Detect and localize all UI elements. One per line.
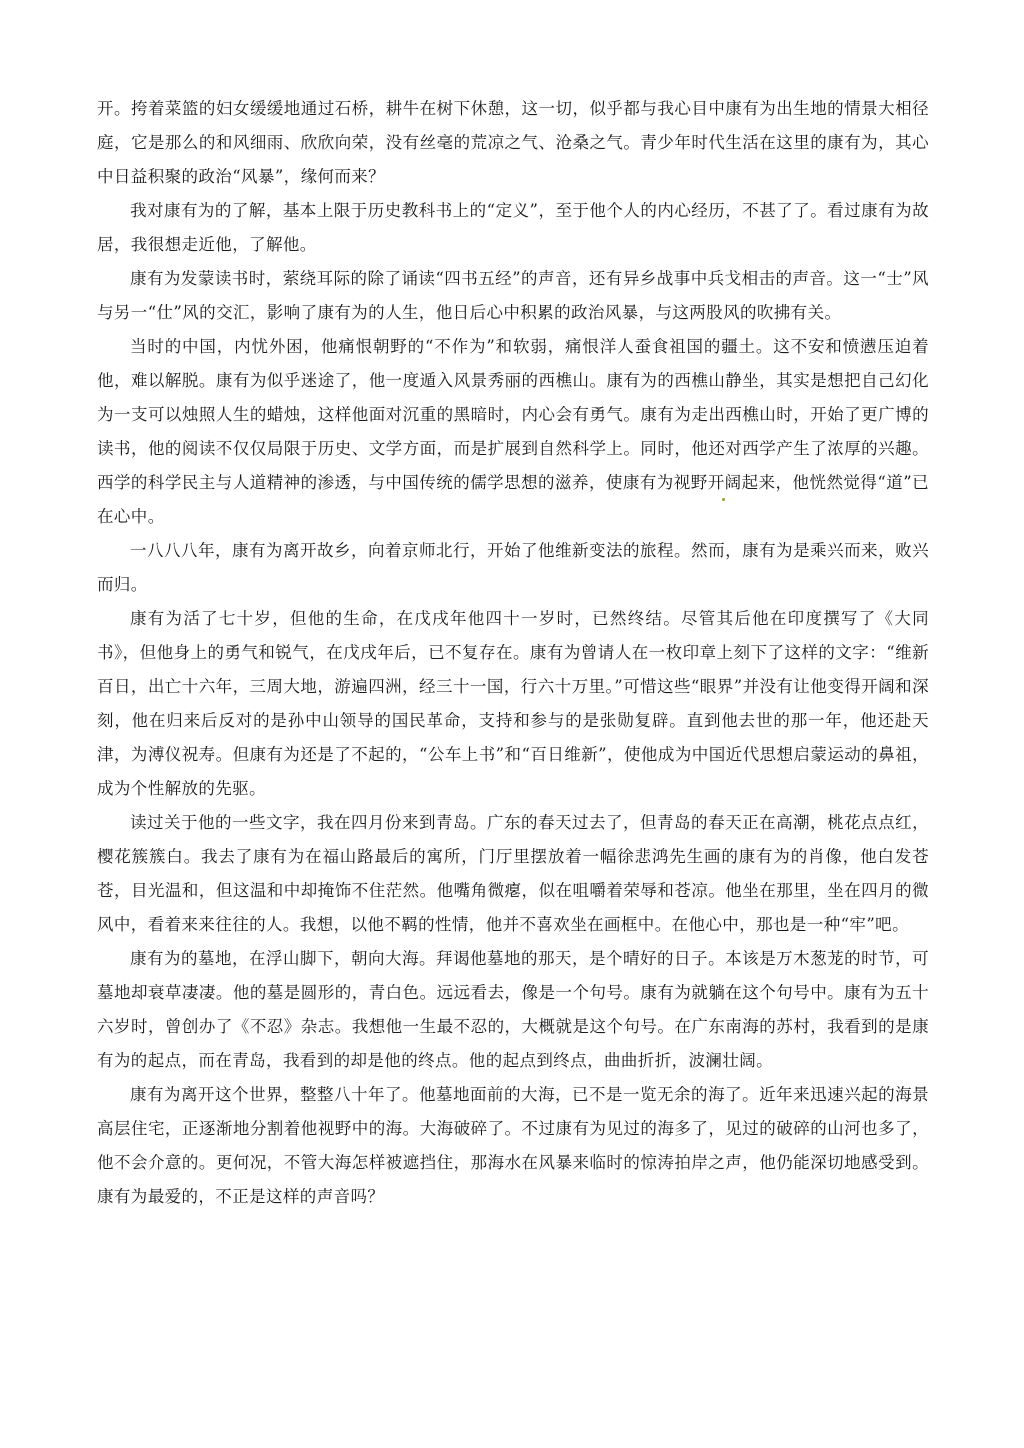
- paragraph: 康有为的墓地，在浮山脚下，朝向大海。拜谒他墓地的那天，是个晴好的日子。本该是万木葱茏的时节，可墓地却衰草凄凄。他的墓是圆形的，青白色。远远看去，像是一个句号。康有为就躺在这个句号中。康有为五十六岁时，曾创办了《不忍》杂志。我想他一生最不忍的，大概就是这个句号。在广东南海的苏村，我看到的是康有为的起点，而在青岛，我看到的却是他的终点。他的起点到终点，曲曲折折，波澜壮阔。: [97, 949, 929, 1070]
- paragraph: 我对康有为的了解，基本上限于历史教科书上的“定义”，至于他个人的内心经历，不甚了了。看过康有为故居，我很想走近他，了解他。: [97, 201, 929, 254]
- paragraph: 一八八八年，康有为离开故乡，向着京师北行，开始了他维新变法的旅程。然而，康有为是乘兴而来，败兴而归。: [97, 541, 929, 594]
- paragraph: 康有为发蒙读书时，萦绕耳际的除了诵读“四书五经”的声音，还有异乡战事中兵戈相击的声音。这一“士”风与另一“仕”风的交汇，影响了康有为的人生，他日后心中积累的政治风暴，与这两股风的吹拂有关。: [97, 269, 929, 322]
- paragraph: 康有为离开这个世界，整整八十年了。他墓地面前的大海，已不是一览无余的海了。近年来迅速兴起的海景高层住宅，正逐渐地分割着他视野中的海。大海破碎了。不过康有为见过的海多了，见过的破碎的山河也多了，他不会介意的。更何况，不管大海怎样被遮挡住，那海水在风暴来临时的惊涛拍岸之声，他仍能深切地感受到。康有为最爱的，不正是这样的声音吗？: [97, 1085, 929, 1206]
- paragraph: 当时的中国，内忧外困，他痛恨朝野的“不作为”和软弱，痛恨洋人蚕食祖国的疆土。这不安和愤懑压迫着他，难以解脱。康有为似乎迷途了，他一度遁入风景秀丽的西樵山。康有为的西樵山静坐，其实是想把自己幻化为一支可以烛照人生的蜡烛，这样他面对沉重的黑暗时，内心会有勇气。康有为走出西樵山时，开始了更广博的读书，他的阅读不仅仅局限于历史、文学方面，而是扩展到自然科学上。同时，他还对西学产生了浓厚的兴趣。西学的科学民主与人道精神的渗透，与中国传统的儒学思想的滋养，使康有为视野开阔起来，他恍然觉得“道”已在心中。: [97, 337, 929, 526]
- stray-mark: [722, 498, 725, 501]
- paragraph-continuation: 开。挎着菜篮的妇女缓缓地通过石桥，耕牛在树下休憩，这一切，似乎都与我心目中康有为出生地的情景大相径庭，它是那么的和风细雨、欣欣向荣，没有丝毫的荒凉之气、沧桑之气。青少年时代生活在这里的康有为，其心中日益积聚的政治“风暴”，缘何而来？: [97, 99, 929, 186]
- paragraph: 读过关于他的一些文字，我在四月份来到青岛。广东的春天过去了，但青岛的春天正在高潮，桃花点点红，樱花簇簇白。我去了康有为在福山路最后的寓所，门厅里摆放着一幅徐悲鸿先生画的康有为的肖像，他白发苍苍，目光温和，但这温和中却掩饰不住茫然。他嘴角微瘪，似在咀嚼着荣辱和苍凉。他坐在那里，坐在四月的微风中，看着来来往往的人。我想，以他不羁的性情，他并不喜欢坐在画框中。在他心中，那也是一种“牢”吧。: [97, 813, 929, 934]
- article-body: [97, 92, 929, 1214]
- paragraph: 康有为活了七十岁，但他的生命，在戊戌年他四十一岁时，已然终结。尽管其后他在印度撰写了《大同书》，但他身上的勇气和锐气，在戊戌年后，已不复存在。康有为曾请人在一枚印章上刻下了这样的文字：“维新百日，出亡十六年，三周大地，游遍四洲，经三十一国，行六十万里。”可惜这些“眼界”并没有让他变得开阔和深刻，他在归来后反对的是孙中山领导的国民革命，支持和参与的是张勋复辟。直到他去世的那一年，他还赴天津，为溥仪祝寿。但康有为还是了不起的，“公车上书”和“百日维新”，使他成为中国近代思想启蒙运动的鼻祖，成为个性解放的先驱。: [97, 609, 929, 798]
